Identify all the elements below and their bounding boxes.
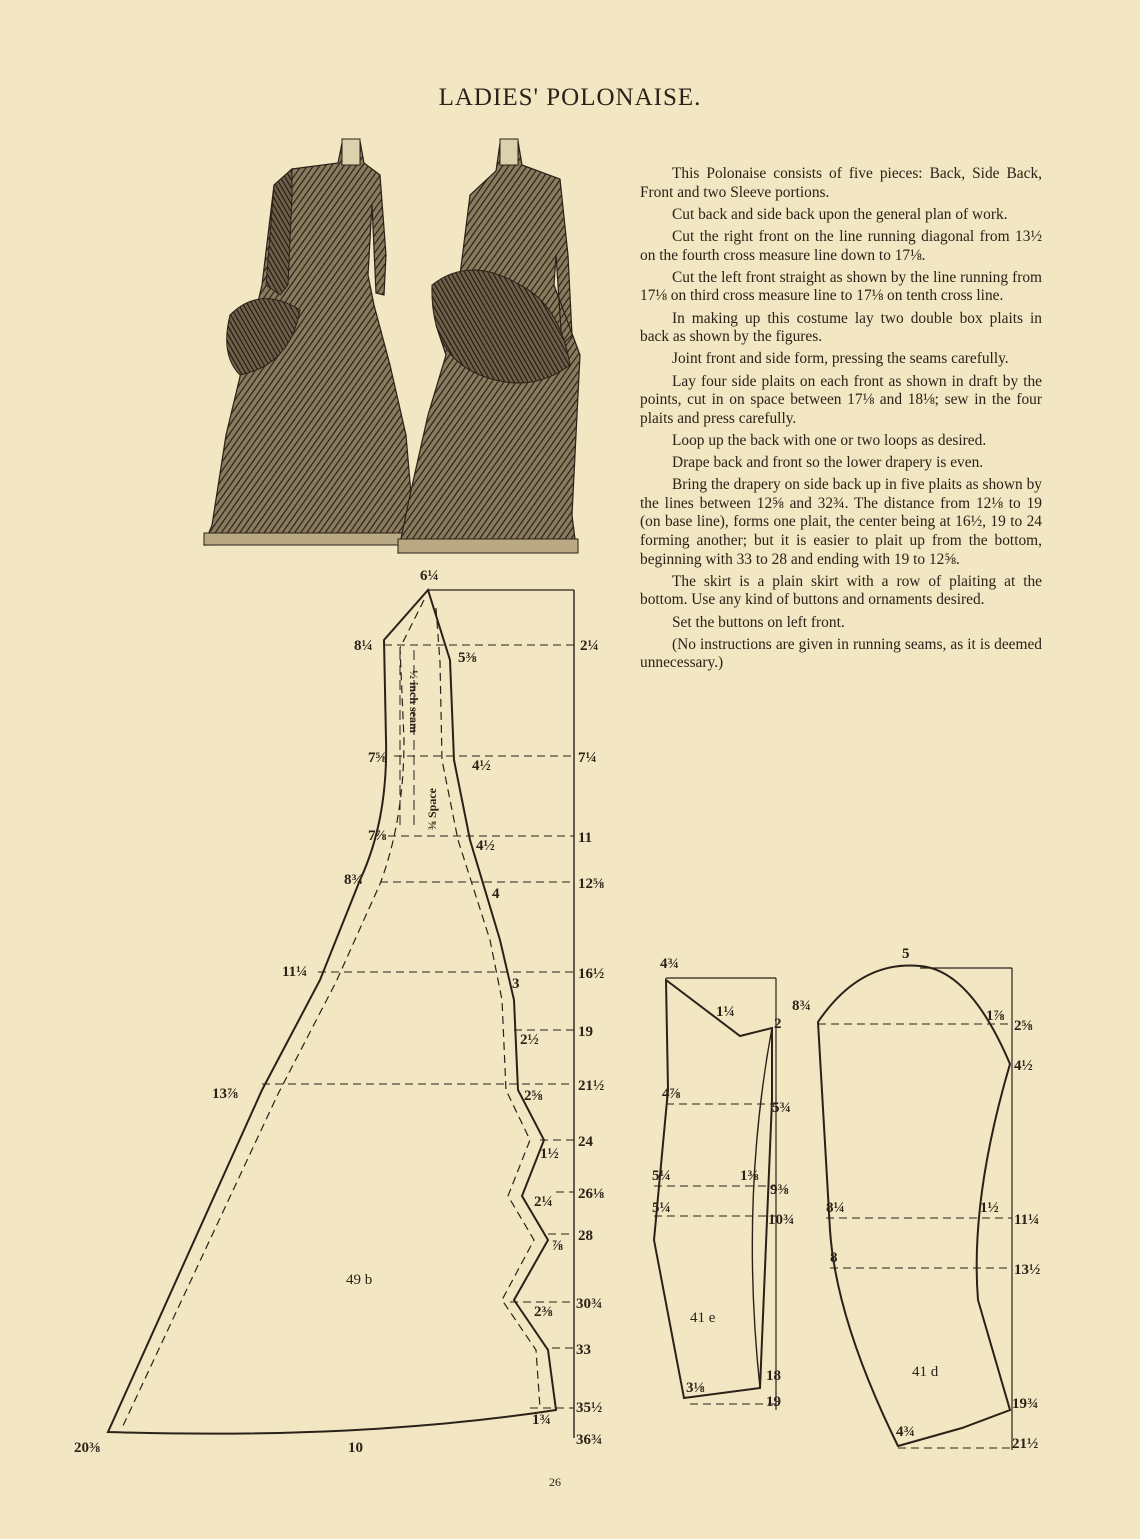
dress-illustration: [200, 135, 600, 560]
left-label: 7⅝: [368, 750, 387, 766]
right-label: 2¼: [580, 638, 599, 654]
sleeve-label: 8¾: [792, 998, 811, 1014]
right-label: 26⅛: [578, 1186, 605, 1202]
back-view-figure: [398, 139, 580, 553]
right-label: 21½: [578, 1078, 605, 1094]
right-label: 11: [578, 830, 593, 846]
inner-label: 2⅝: [524, 1088, 543, 1104]
instruction-paragraph: (No instructions are given in running seams, as it is deemed unnecessary.): [640, 635, 1042, 672]
left-label: 13⅞: [212, 1086, 239, 1102]
sleeve-label: 4¾: [896, 1424, 915, 1440]
right-label: 24: [578, 1134, 593, 1150]
instruction-paragraph: Lay four side plaits on each front as shown in draft by the points, cut in on space between 17⅛ and 18⅛; sew in the four plaits and press carefully.: [640, 372, 1042, 427]
inner-label: 4: [492, 886, 500, 902]
instruction-paragraph: Drape back and front so the lower drapery is even.: [672, 454, 984, 472]
inner-label: 4½: [472, 758, 491, 774]
piece-label: 49 b: [346, 1272, 373, 1288]
inner-label: 2⅜: [534, 1304, 553, 1320]
left-label: 11¼: [282, 964, 308, 980]
sleeve-label: 1⅜: [740, 1168, 759, 1184]
right-label: 33: [576, 1342, 591, 1358]
label-top: 4¾: [660, 956, 679, 972]
sleeve-label: 5¼: [652, 1168, 671, 1184]
pattern-41d: [788, 936, 1078, 1456]
left-label: 8¼: [354, 638, 373, 654]
inner-label: 5⅜: [458, 650, 477, 666]
sleeve-label: 2⅝: [1014, 1018, 1033, 1034]
sleeve-label: 11¼: [1014, 1212, 1040, 1228]
label-top: 5: [902, 946, 910, 962]
front-view-figure: [204, 139, 424, 545]
right-label: 36¾: [576, 1432, 603, 1448]
sleeve-label: 5¼: [652, 1200, 671, 1216]
instruction-paragraph: Loop up the back with one or two loops as desired.: [672, 431, 987, 449]
instruction-paragraph: This Polonaise consists of five pieces: Back, Side Back, Front and two Sleeve portions.: [640, 165, 1042, 201]
sleeve-label: 1⅞: [986, 1008, 1005, 1024]
space-note: ⅜ Space: [425, 788, 439, 830]
sleeve-label: 19¾: [1012, 1396, 1039, 1412]
piece-label: 41 e: [690, 1310, 716, 1326]
sleeve-label: 4⅞: [662, 1086, 681, 1102]
inner-label: 2½: [520, 1032, 539, 1048]
page-title: LADIES' POLONAISE.: [438, 84, 702, 111]
sleeve-label: 19: [766, 1394, 781, 1410]
right-label: 19: [578, 1024, 593, 1040]
instruction-paragraph: Joint front and side form, pressing the seams carefully.: [672, 350, 1009, 368]
right-label: 12⅝: [578, 876, 605, 892]
inner-label: ⅞: [552, 1238, 564, 1254]
right-label: 16½: [578, 966, 605, 982]
instruction-paragraph: Cut back and side back upon the general plan of work.: [672, 205, 1008, 223]
piece-label: 41 d: [912, 1364, 939, 1380]
instruction-paragraph: In making up this costume lay two double box plaits in back as shown by the figures.: [640, 309, 1042, 346]
page-number: 26: [549, 1475, 561, 1489]
instructions: [640, 165, 1042, 677]
sleeve-label: 13½: [1014, 1262, 1041, 1278]
right-label: 30¾: [576, 1296, 603, 1312]
sleeve-label: 4½: [1014, 1058, 1033, 1074]
inner-label: 2¼: [534, 1194, 553, 1210]
inner-label: 4½: [476, 838, 495, 854]
sleeve-label: 2: [774, 1016, 782, 1032]
sleeve-label: 9⅜: [770, 1182, 789, 1198]
bottom-label: 10: [348, 1440, 363, 1456]
sleeve-label: 1½: [980, 1200, 999, 1216]
inner-label: 1¾: [532, 1412, 551, 1428]
instruction-paragraph: The skirt is a plain skirt with a row of plaiting at the bottom. Use any kind of buttons and ornaments desired.: [640, 572, 1042, 609]
instruction-paragraph: Cut the left front straight as shown by the line running from 17⅛ on third cross measure line to 17⅛ on tenth cross line.: [640, 268, 1042, 305]
label-top: 6¼: [420, 568, 439, 584]
seam-note: ½ inch seam: [407, 670, 421, 733]
sleeve-label: 21½: [1012, 1436, 1039, 1452]
pattern-41e: [640, 950, 810, 1440]
pattern-49b: [60, 560, 630, 1470]
right-label: 7¼: [578, 750, 597, 766]
left-label: 7⅞: [368, 828, 387, 844]
sleeve-label: 3⅛: [686, 1380, 705, 1396]
instruction-paragraph: Cut the right front on the line running diagonal from 13½ on the fourth cross measure line down to 17⅛.: [640, 227, 1042, 264]
sleeve-label: 18: [766, 1368, 781, 1384]
right-label: 28: [578, 1228, 593, 1244]
sleeve-label: 8¼: [826, 1200, 845, 1216]
instruction-paragraph: Bring the drapery on side back up in five plaits as shown by the lines between 12⅝ and 32¾. The distance from 12⅛ to 19 (on base line), forms one plait, the center being at 16½, 19 to 24 forming another; but it is easier to plait up from the bottom, beginning with 33 to 28 and ending with 19 to 12⅝.: [640, 476, 1042, 568]
sleeve-label: 8: [830, 1250, 838, 1266]
left-label: 20⅜: [74, 1440, 101, 1456]
left-label: 8¾: [344, 872, 363, 888]
right-label: 35½: [576, 1400, 603, 1416]
inner-label: 3: [512, 976, 520, 992]
sleeve-label: 5¾: [772, 1100, 791, 1116]
inner-label: 1½: [540, 1146, 559, 1162]
sleeve-label: 10¾: [768, 1212, 795, 1228]
instruction-paragraph: Set the buttons on left front.: [672, 613, 845, 631]
sleeve-label: 1¼: [716, 1004, 735, 1020]
